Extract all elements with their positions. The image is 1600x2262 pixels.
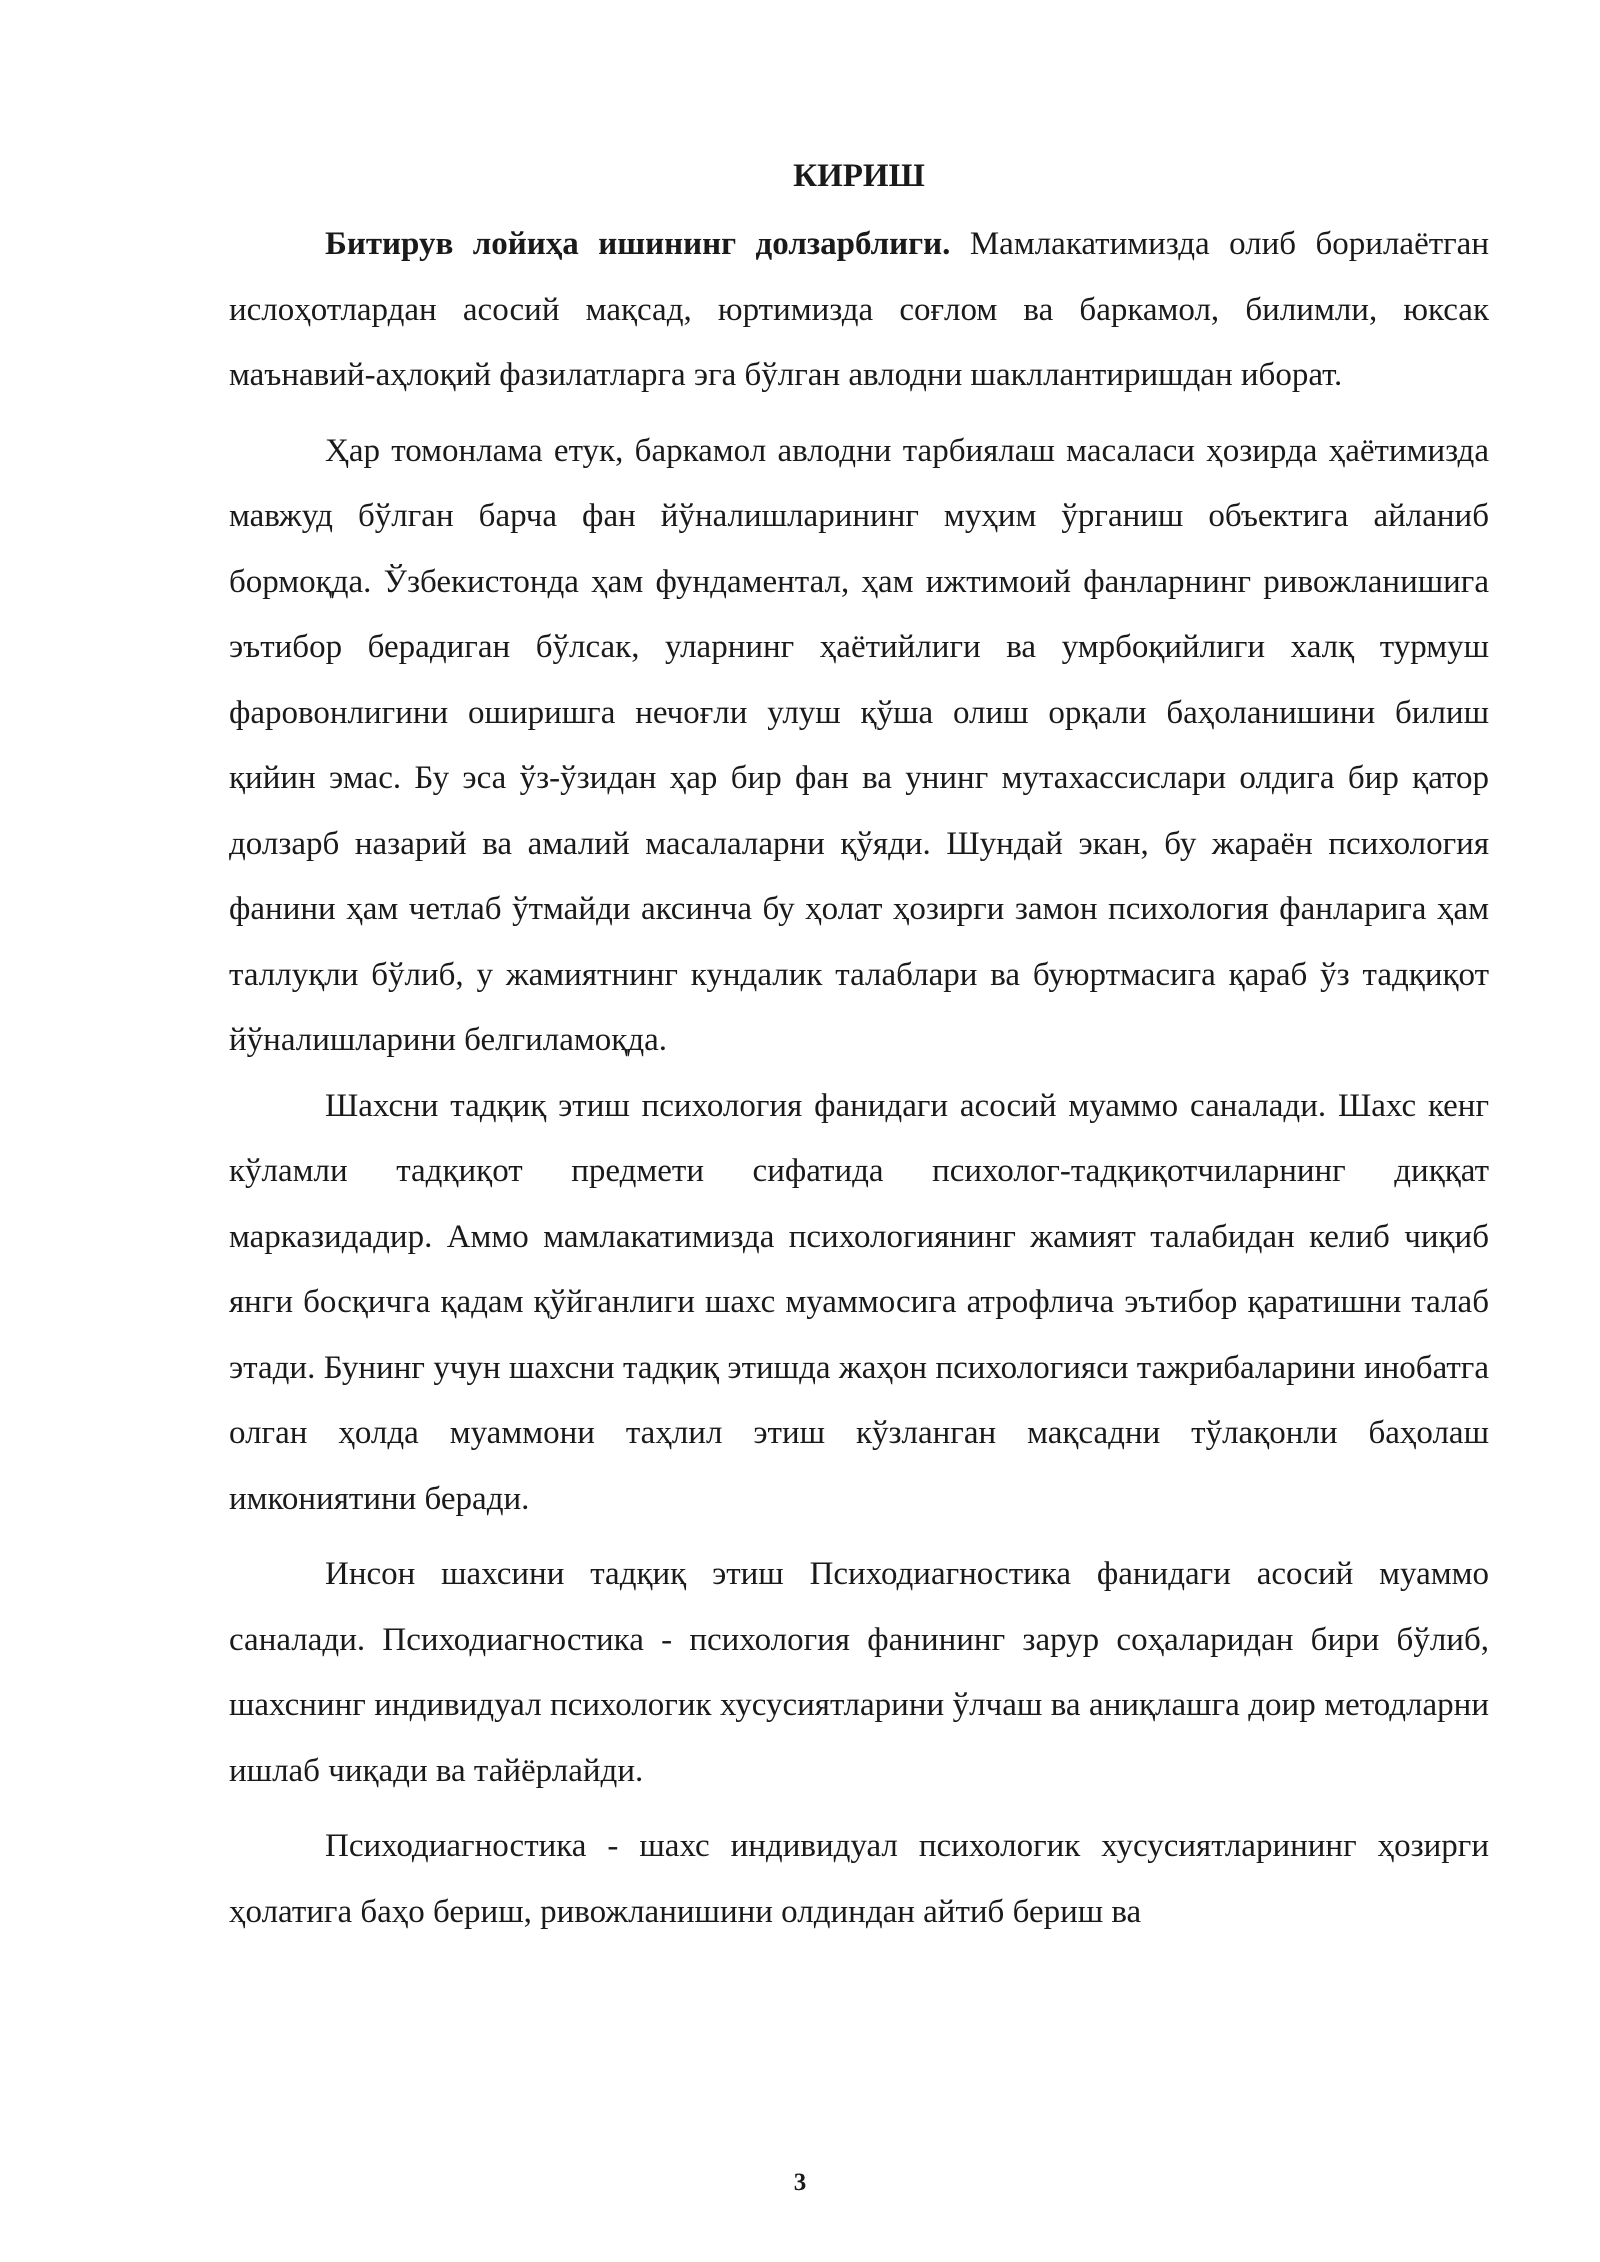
page-title: КИРИШ <box>793 158 925 194</box>
paragraph-relevance <box>229 212 1489 409</box>
paragraph-text: Мамлакатимизда олиб борилаётган ислоҳотлардан асосий мақсад, юртимизда соғлом ва баркамол, билимли, юксак маънавий-аҳлоқий фазилатларга эга бўлган авлодни шакллантиришдан иборат. <box>229 226 1489 393</box>
paragraph-psychodiagnostics: Инсон шахсини тадқиқ этиш Психодиагностика фанидаги асосий муаммо саналади. Психодиагностика - психология фанининг зарур соҳаларидан бири бўлиб, шахснинг индивидуал психологик хусусиятларини ўлчаш ва аниқлашга доир методларни ишлаб чиқади ва тайёрлайди. <box>229 1556 1489 1789</box>
paragraph-psychodiagnostics-definition: Психодиагностика - шахс индивидуал психологик хусусиятларининг ҳозирги ҳолатига баҳо бериш, ривожланишини олдиндан айтиб бериш ва <box>229 1828 1489 1930</box>
page-number: 3 <box>793 2169 807 2196</box>
paragraph-personality: Шахсни тадқиқ этиш психология фанидаги асосий муаммо саналади. Шахс кенг кўламли тадқиқот предмети сифатида психолог-тадқиқотчиларнинг диққат марказидадир. Аммо мамлакатимизда психологиянинг жамият талабидан келиб чиқиб янги босқичга қадам қўйганлиги шахс муаммосига атрофлича эътибор қаратишни талаб этади. Бунинг учун шахсни тадқиқ этишда жаҳон психологияси тажрибаларини инобатга олган ҳолда муаммони таҳлил этиш кўзланган мақсадни тўлақонли баҳолаш имкониятини беради. <box>229 1087 1489 1517</box>
paragraph-education: Ҳар томонлама етук, баркамол авлодни тарбиялаш масаласи ҳозирда ҳаётимизда мавжуд бўлган барча фан йўналишларининг муҳим ўрганиш объектига айланиб бормоқда. Ўзбекистонда ҳам фундаментал, ҳам ижтимоий фанларнинг ривожланишига эътибор берадиган бўлсак, уларнинг ҳаётийлиги ва умрбоқийлиги халқ турмуш фаровонлигини оширишга нечоғли улуш қўша олиш орқали баҳоланишини билиш қийин эмас. Бу эса ўз-ўзидан ҳар бир фан ва унинг мутахассислари олдига бир қатор долзарб назарий ва амалий масалаларни қўяди. Шундай экан, бу жараён психология фанини ҳам четлаб ўтмайди аксинча бу ҳолат ҳозирги замон психология фанларига ҳам таллуқли бўлиб, у жамиятнинг кундалик талаблари ва буюртмасига қараб ўз тадқиқот йўналишларини белгиламоқда. <box>229 432 1489 1058</box>
paragraph-lead-bold: Битирув лойиҳа ишининг долзарблиги. <box>325 226 951 262</box>
page-content <box>229 148 1489 1945</box>
